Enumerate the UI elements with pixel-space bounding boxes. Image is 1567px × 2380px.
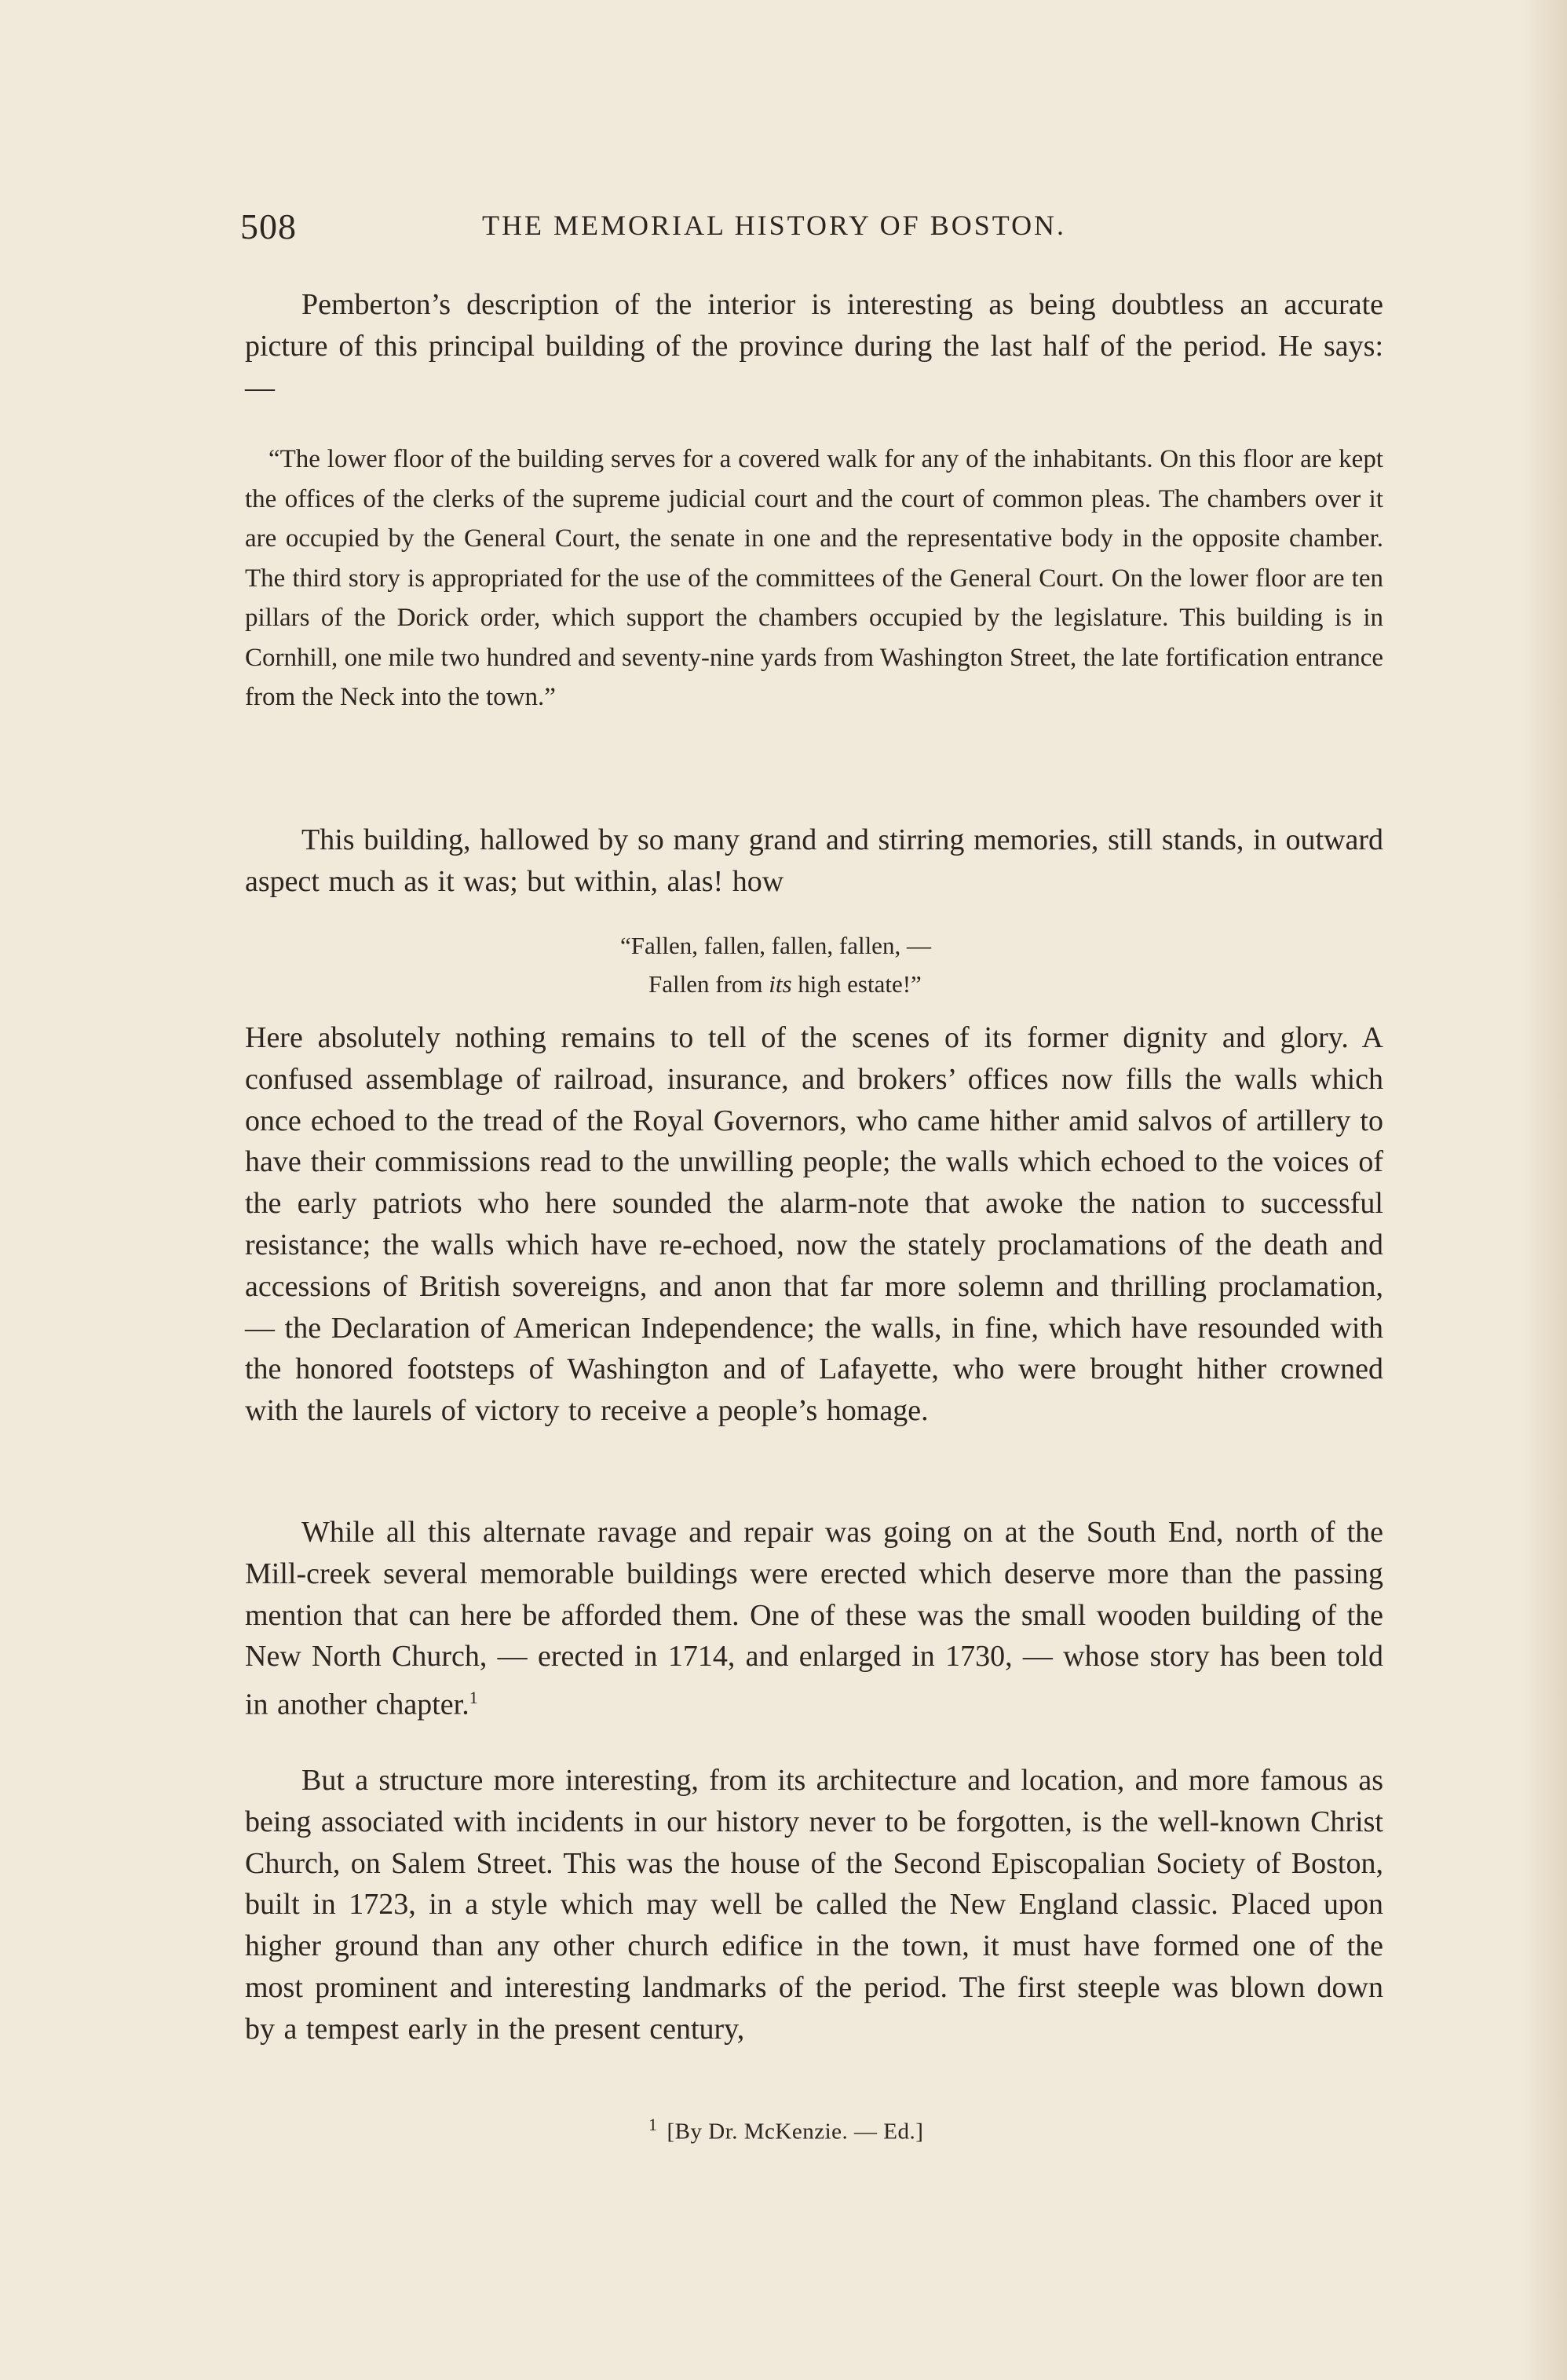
paragraph-text: This building, hallowed by so many grand and stirring memories, still stands, in outward aspect much as it was; but within, alas! how <box>245 823 1383 898</box>
footnote-reference: 1 <box>469 1688 478 1708</box>
verse-quote <box>620 926 931 1003</box>
paragraph-hallowed <box>245 819 1383 903</box>
footnote-mark: 1 <box>648 2115 658 2134</box>
paragraph-christ-church <box>245 1760 1383 2050</box>
footnote <box>648 2115 923 2145</box>
page-edge-shadow <box>1520 0 1567 2380</box>
paragraph-body: While all this alternate ravage and repair was going on at the South End, north of the Mill-creek several memorable buildings were erected which deserve more than the passing mention that can here be afforded them. One of these was the small wooden building of the New North Church, — erected in 1714, and enlarged in 1730, — whose story has been told in another chapter. <box>245 1516 1383 1721</box>
paragraph-pemberton <box>245 284 1383 408</box>
quote-text: “The lower floor of the building serves for a covered walk for any of the inhabitants. On this floor are kept the offices of the clerks of the supreme judicial court and the court of common pleas. The chambers over it are occupied by the General Court, the senate in one and the representative body in the opposite chamber. The third story is appropriated for the use of the committees of the General Court. On the lower floor are ten pillars of the Dorick order, which support the chambers occupied by the legislature. This building is in Cornhill, one mile two hundred and seventy-nine yards from Washington Street, the late fortification entrance from the Neck into the town.” <box>245 445 1383 711</box>
page-number: 508 <box>240 206 297 246</box>
paragraph-text: Here absolutely nothing remains to tell of the scenes of its former dignity and glory. A confused assemblage of railroad, insurance, and brokers’ offices now fills the walls which once echoed to the tread of the Royal Governors, who came hither amid salvos of artillery to have their commissions read to the unwilling people; the walls which echoed to the voices of the early patriots who here sounded the alarm-note that awoke the nation to successful resistance; the walls which have re-echoed, now the stately proclamations of the death and accessions of British sovereigns, and anon that far more solemn and thrilling proclamation, — the Declaration of American Independence; the walls, in fine, which have resounded with the honored footsteps of Washington and of Lafayette, who were brought hither crowned with the laurels of victory to receive a people’s homage. <box>245 1021 1383 1428</box>
page-header <box>240 206 1383 253</box>
verse-line-2 <box>620 965 931 1003</box>
verse-line-1: “Fallen, fallen, fallen, fallen, — <box>620 932 931 959</box>
verse-line-2-end: high estate!” <box>791 970 922 998</box>
verse-italic-word: its <box>769 970 792 998</box>
footnote-text: [By Dr. McKenzie. — Ed.] <box>667 2119 924 2145</box>
paragraph-text: But a structure more interesting, from its architecture and location, and more famous as being associated with incidents in our history never to be forgotten, is the well-known Christ Church, on Salem Street. This was the house of the Second Episcopalian Society of Boston, built in 1723, in a style which may well be called the New England classic. Placed upon higher ground than any other church edifice in the town, it must have formed one of the most prominent and interesting landmarks of the period. The first steeple was blown down by a tempest early in the present century, <box>245 1764 1383 2046</box>
paragraph-text <box>245 1512 1383 1726</box>
paragraph-text: Pemberton’s description of the interior is interesting as being doubtless an accurate picture of this principal building of the province during the last half of the period. He says: — <box>245 288 1383 404</box>
verse-line-2-start: Fallen from <box>648 970 769 998</box>
paragraph-here-absolutely <box>245 1017 1383 1432</box>
paragraph-while-all <box>245 1512 1383 1726</box>
running-title: THE MEMORIAL HISTORY OF BOSTON. <box>482 210 1067 241</box>
block-quote <box>245 440 1383 717</box>
